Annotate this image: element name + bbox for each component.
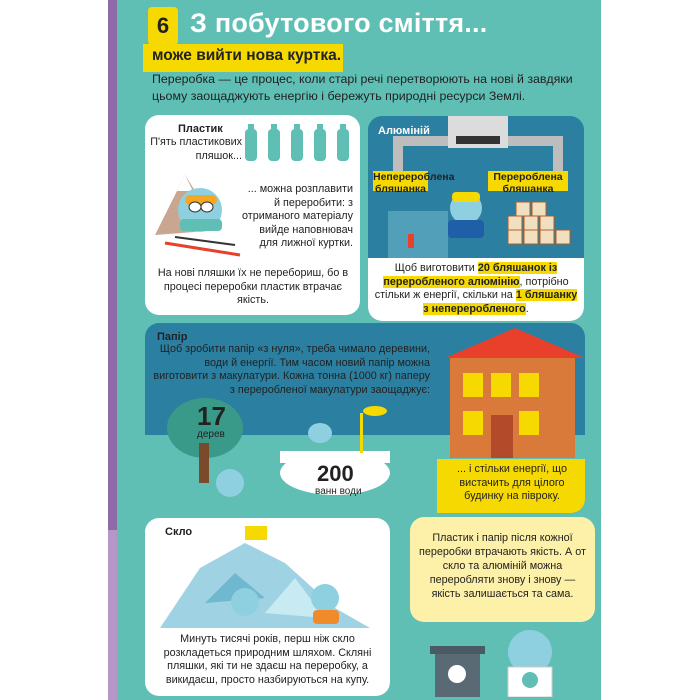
aluminium-text: Щоб виготовити 20 бляшанок із переробленого алюмінію, потрібно стільки ж енергії, скільки на 1 бляшанку з непереробленого. — [374, 262, 578, 315]
baths-number: 200 — [317, 461, 354, 486]
aluminium-label: Алюміній — [378, 125, 430, 137]
note-panel — [410, 517, 595, 622]
plastic-bottom-text: На нові пляшки їх не перебориш, бо в процесі переробки пластик втрачає якість. — [157, 267, 349, 306]
recycle-icon — [522, 672, 538, 688]
plastic-recycle-text: ... можна розплавити й переробити: з отриманого матеріалу вийде наповнювач для лижної куртки. — [242, 183, 353, 249]
intro-text: Переробка — це процес, коли старі речі перетворюють на нові й завдяки цьому заощаджують енергію і бережуть природні ресурси Землі. — [152, 72, 573, 103]
page-subtitle: може вийти нова куртка. — [152, 47, 342, 64]
plastic-bottles-text: П'ять пластикових пляшок... — [150, 136, 242, 162]
glass-text: Минуть тисячі років, перш ніж скло розкладеться природним шляхом. Скляні пляшки, які ти не здаєш на переробку, а викидаєш, просто назбируються на купу. — [163, 633, 372, 686]
right-sign-text: Перероблена бляшанка — [493, 171, 563, 195]
paper-panel — [145, 323, 585, 513]
plastic-label: Пластик — [178, 123, 223, 135]
energy-text: ... і стільки енергії, що вистачить для цілого будинку на півроку. — [457, 463, 567, 502]
glass-panel — [145, 518, 390, 696]
page-title: З побутового сміття... — [190, 8, 488, 38]
trees-label: дерев — [197, 429, 225, 440]
left-sign-text: Неперероблена бляшанка — [373, 171, 455, 195]
page-edge-strip — [108, 0, 117, 700]
glass-label: Скло — [165, 526, 193, 538]
plastic-panel — [145, 115, 360, 315]
paper-label: Папір — [157, 331, 188, 343]
recycling-bin-illustration — [430, 622, 580, 697]
trees-number: 17 — [197, 401, 226, 431]
aluminium-text-panel — [368, 258, 584, 321]
paper-text: Щоб зробити папір «з нуля», треба чимало деревини, води й енергії. Тим часом новий папір можна виготовити з макулатури. Кожна тонна (1000 кг) паперу з переробленої макулатури заощаджує: — [153, 343, 430, 396]
baths-label: ванн води — [315, 486, 362, 497]
page-number: 6 — [148, 7, 178, 45]
note-text: Пластик і папір після кожної переробки втрачають якість. А от скло та алюміній можна переробляти знову і знову — якість залишається та сама. — [419, 532, 586, 600]
plastic-bottles-icon — [245, 124, 349, 161]
